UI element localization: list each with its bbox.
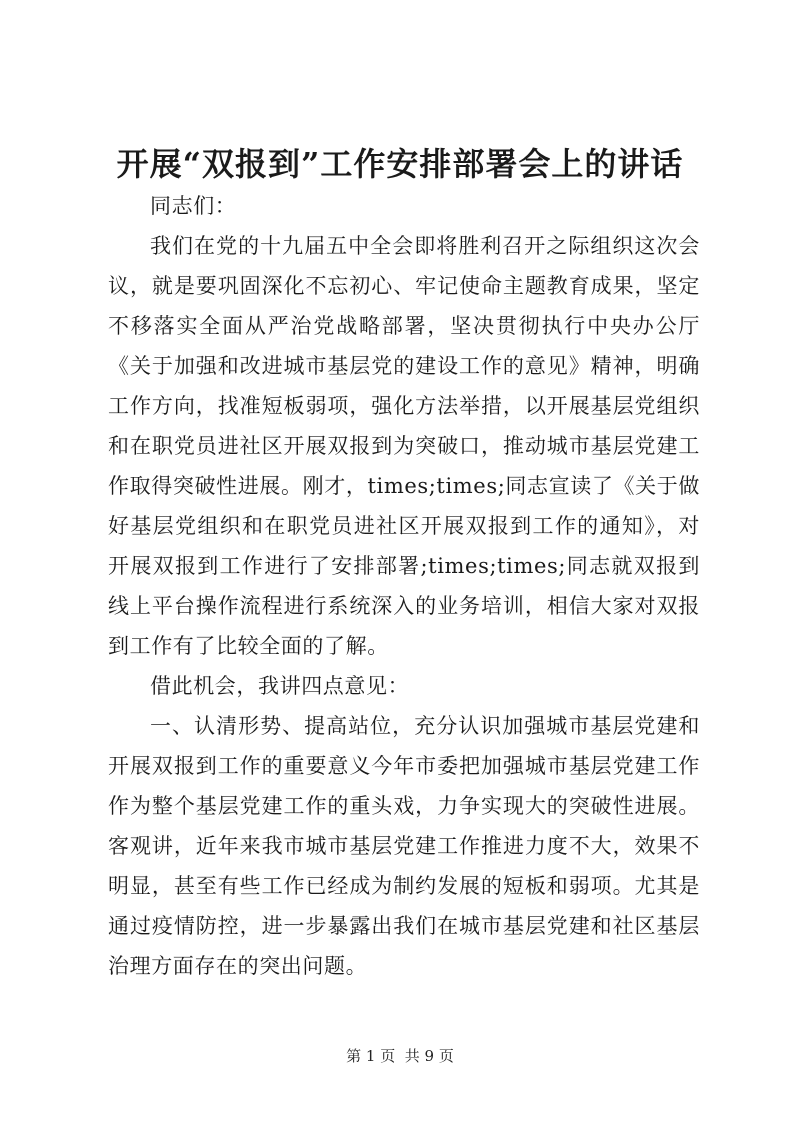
page-footer bbox=[0, 1046, 800, 1066]
document-title: 开展“双报到”工作安排部署会上的讲话 bbox=[116, 145, 684, 183]
paragraph-point-one: 一、认清形势、提高站位，充分认识加强城市基层党建和开展双报到工作的重要意义今年市委把加强城市基层党建工作作为整个基层党建工作的重头戏，力争实现大的突破性进展。客观讲，近年来我市城市基层党建工作推进力度不大，效果不明显，甚至有些工作已经成为制约发展的短板和弱项。尤其是通过疫情防控，进一步暴露出我们在城市基层党建和社区基层治理方面存在的突出问题。 bbox=[108, 714, 700, 978]
paragraph-transition: 借此机会，我讲四点意见： bbox=[150, 674, 410, 698]
paragraph-opening: 我们在党的十九届五中全会即将胜利召开之际组织这次会议，就是要巩固深化不忘初心、牢记使命主题教育成果，坚定不移落实全面从严治党战略部署，坚决贯彻执行中央办公厅《关于加强和改进城市基层党的建设工作的意见》精神，明确工作方向，找准短板弱项，强化方法举措，以开展基层党组织和在职党员进社区开展双报到为突破口，推动城市基层党建工作取得突破性进展。刚才，times;times;同志宣读了《关于做好基层党组织和在职党员进社区开展双报到工作的通知》，对开展双报到工作进行了安排部署;times;times;同志就双报到线上平台操作流程进行系统深入的业务培训，相信大家对双报到工作有了比较全面的了解。 bbox=[108, 234, 700, 658]
paragraph-salutation: 同志们： bbox=[150, 194, 237, 218]
document-body bbox=[108, 186, 700, 986]
page-number: 第 1 页 共 9 页 bbox=[346, 1047, 454, 1065]
